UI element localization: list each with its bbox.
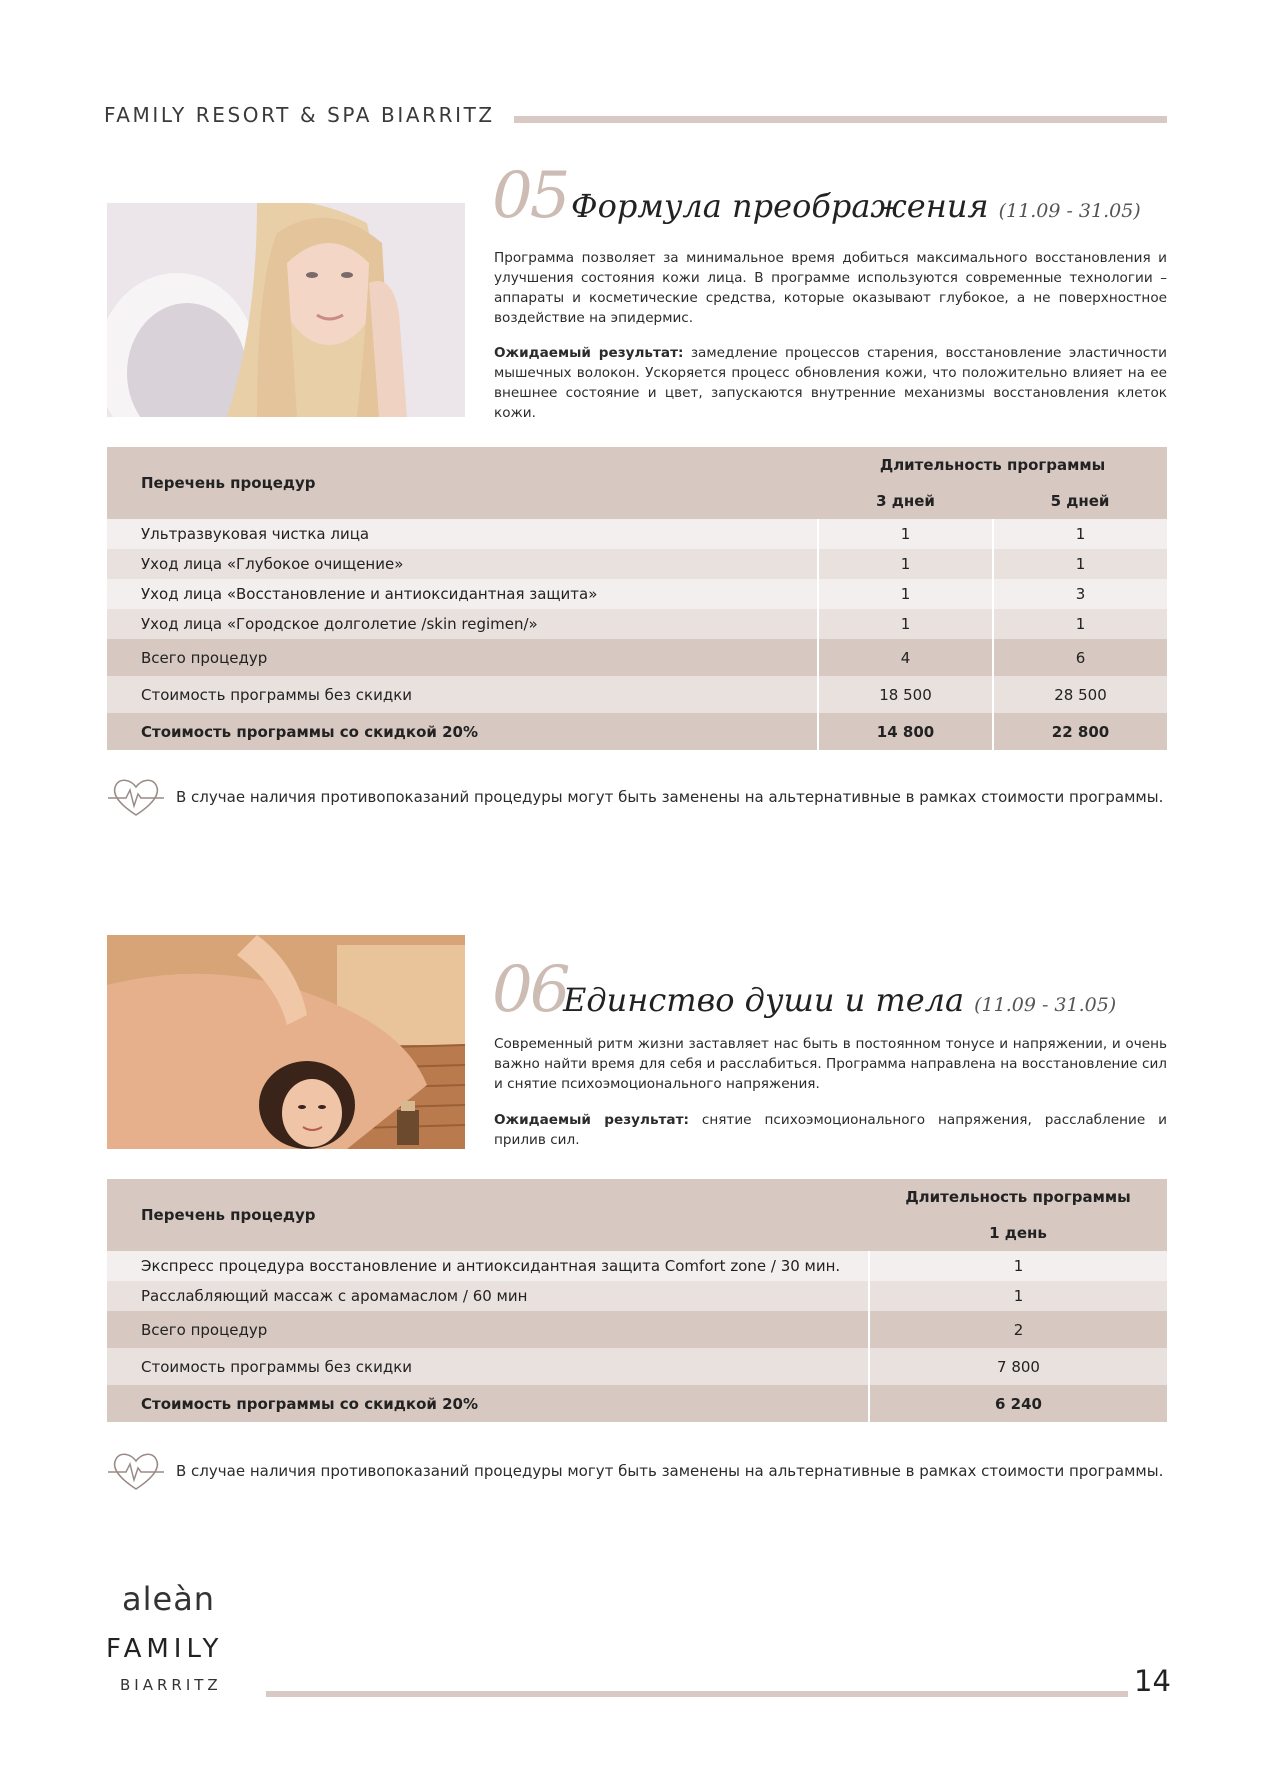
section-05-title-text: Формула преображения bbox=[571, 187, 989, 225]
section-05-dates: (11.09 - 31.05) bbox=[998, 200, 1141, 222]
section-06-note bbox=[106, 1450, 1163, 1492]
section-06-result-label: Ожидаемый результат: bbox=[494, 1112, 689, 1128]
row-label: Экспресс процедура восстановление и антиоксидантная защита Comfort zone / 30 мин. bbox=[107, 1251, 869, 1281]
section-05-description: Программа позволяет за минимальное время добиться максимального восстановления и улучшения состояния кожи лица. В программе используются современные технологии – аппараты и косметические средства, которые оказывают глубокое, а не поверхностное воздействие на эпидермис. bbox=[494, 250, 1167, 326]
section-05-result bbox=[494, 343, 1167, 423]
section-06-description: Современный ритм жизни заставляет нас быть в постоянном тонусе и напряжении, и очень важно найти время для себя и расслабиться. Программа направлена на восстановление сил и снятие психоэмоционального напряжения. bbox=[494, 1036, 1167, 1092]
row-value: 1 bbox=[869, 1281, 1167, 1311]
section-05-result-label: Ожидаемый результат: bbox=[494, 345, 684, 361]
total-value: 6 bbox=[993, 639, 1167, 676]
price-label: Стоимость программы без скидки bbox=[107, 1348, 869, 1385]
section-05-number: 05 bbox=[492, 159, 568, 233]
total-label: Всего процедур bbox=[107, 639, 818, 676]
header-rule bbox=[514, 116, 1167, 123]
row-label: Уход лица «Восстановление и антиоксидантная защита» bbox=[107, 579, 818, 609]
price-label: Стоимость программы без скидки bbox=[107, 676, 818, 713]
note-text: В случае наличия противопоказаний процедуры могут быть заменены на альтернативные в рамках стоимости программы. bbox=[176, 1462, 1164, 1480]
section-06-photo bbox=[107, 935, 465, 1149]
table-header-procedures: Перечень процедур bbox=[107, 1179, 869, 1251]
row-value: 1 bbox=[993, 549, 1167, 579]
discount-value: 6 240 bbox=[869, 1385, 1167, 1422]
page-number: 14 bbox=[1134, 1664, 1171, 1698]
table-row bbox=[107, 1281, 1167, 1311]
section-06-result bbox=[494, 1110, 1167, 1150]
discount-label: Стоимость программы со скидкой 20% bbox=[107, 713, 818, 750]
total-label: Всего процедур bbox=[107, 1311, 869, 1348]
total-value: 2 bbox=[869, 1311, 1167, 1348]
heart-pulse-icon bbox=[106, 776, 166, 818]
total-value: 4 bbox=[818, 639, 993, 676]
table-row-total bbox=[107, 639, 1167, 676]
row-value: 1 bbox=[869, 1251, 1167, 1281]
table-row bbox=[107, 579, 1167, 609]
table-col-1-day: 1 день bbox=[869, 1215, 1167, 1251]
table-row bbox=[107, 519, 1167, 549]
price-value: 18 500 bbox=[818, 676, 993, 713]
table-header-duration: Длительность программы bbox=[869, 1179, 1167, 1215]
row-label: Уход лица «Городское долголетие /skin regimen/» bbox=[107, 609, 818, 639]
row-label: Расслабляющий массаж с аромамаслом / 60 мин bbox=[107, 1281, 869, 1311]
heart-pulse-icon bbox=[106, 1450, 166, 1492]
row-value: 1 bbox=[993, 519, 1167, 549]
table-row bbox=[107, 1251, 1167, 1281]
section-06-title-text: Единство души и тела bbox=[563, 981, 965, 1019]
table-col-5-days: 5 дней bbox=[993, 483, 1167, 519]
section-05-result-text: замедление процессов старения, восстановление эластичности мышечных волокон. Ускоряется процесс обновления кожи, что положительно влияет на ее внешнее состояние и цвет, запускаются внутренние механизмы восстановления клеток кожи. bbox=[494, 345, 1167, 421]
price-value: 28 500 bbox=[993, 676, 1167, 713]
row-value: 1 bbox=[993, 609, 1167, 639]
row-value: 1 bbox=[818, 609, 993, 639]
row-label: Ультразвуковая чистка лица bbox=[107, 519, 818, 549]
table-row-price bbox=[107, 676, 1167, 713]
section-05-table bbox=[107, 447, 1167, 750]
discount-label: Стоимость программы со скидкой 20% bbox=[107, 1385, 869, 1422]
section-05-note bbox=[106, 776, 1163, 818]
logo-alean: aleàn bbox=[122, 1580, 216, 1618]
table-row bbox=[107, 549, 1167, 579]
row-value: 1 bbox=[818, 519, 993, 549]
table-row-total bbox=[107, 1311, 1167, 1348]
section-05-title bbox=[571, 187, 1141, 225]
section-06-dates: (11.09 - 31.05) bbox=[974, 994, 1117, 1016]
table-header-duration: Длительность программы bbox=[818, 447, 1167, 483]
section-06-result-text: снятие психоэмоционального напряжения, расслабление и прилив сил. bbox=[494, 1112, 1167, 1148]
section-06-title bbox=[563, 981, 1117, 1019]
section-06-number: 06 bbox=[492, 953, 568, 1027]
logo-biarritz: BIARRITZ bbox=[120, 1676, 222, 1694]
table-header-procedures: Перечень процедур bbox=[107, 447, 818, 519]
table-row-price bbox=[107, 1348, 1167, 1385]
table-row-discount bbox=[107, 1385, 1167, 1422]
discount-value: 22 800 bbox=[993, 713, 1167, 750]
table-row bbox=[107, 609, 1167, 639]
discount-value: 14 800 bbox=[818, 713, 993, 750]
table-col-3-days: 3 дней bbox=[818, 483, 993, 519]
footer-rule bbox=[266, 1691, 1128, 1697]
row-value: 3 bbox=[993, 579, 1167, 609]
note-text: В случае наличия противопоказаний процедуры могут быть заменены на альтернативные в рамках стоимости программы. bbox=[176, 788, 1164, 806]
row-value: 1 bbox=[818, 549, 993, 579]
header-title: FAMILY RESORT & SPA BIARRITZ bbox=[104, 103, 495, 127]
logo-family: FAMILY bbox=[106, 1634, 224, 1664]
row-value: 1 bbox=[818, 579, 993, 609]
section-06-table bbox=[107, 1179, 1167, 1422]
table-row-discount bbox=[107, 713, 1167, 750]
price-value: 7 800 bbox=[869, 1348, 1167, 1385]
section-05-photo bbox=[107, 203, 465, 417]
row-label: Уход лица «Глубокое очищение» bbox=[107, 549, 818, 579]
